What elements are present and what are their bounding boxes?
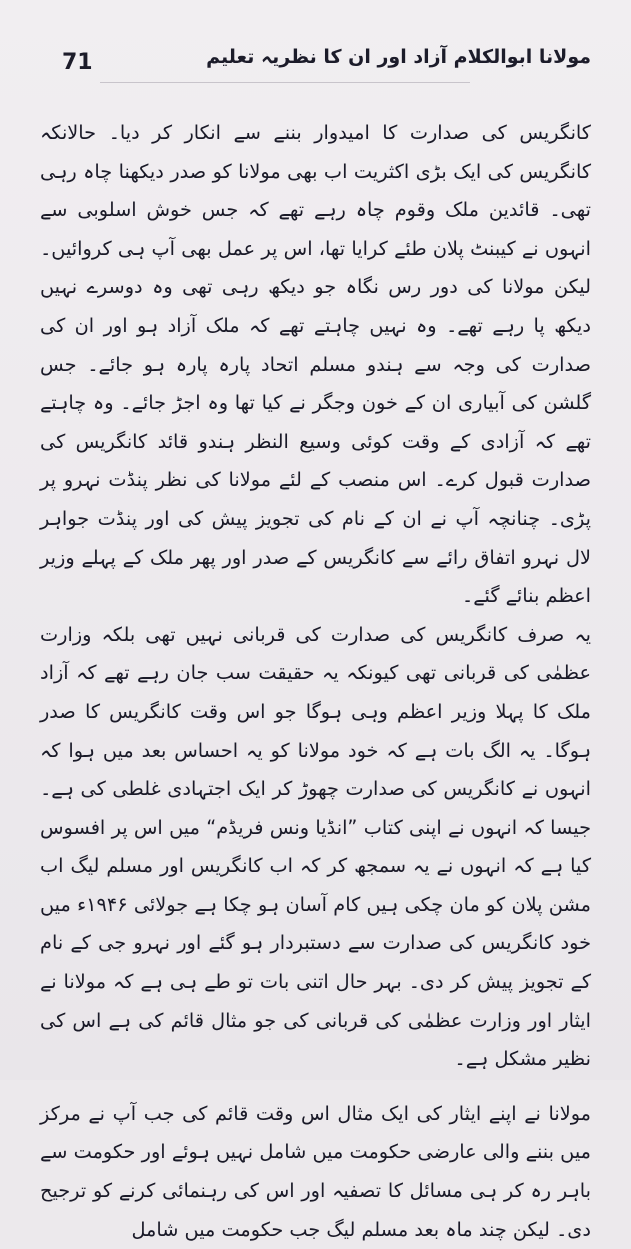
header-rule xyxy=(100,82,470,83)
paragraph-2: یہ صرف کانگریس کی صدارت کی قربانی نہیں تھی بلکہ وزارت عظمٰی کی قربانی تھی کیونکہ یہ حقیقت سب جان رہے تھے کہ آزاد ملک کا پہلا وزیر اعظم وہی ہوگا جو اس وقت کانگریس کا صدر ہوگا۔ یہ الگ بات ہے کہ خود مولانا کو یہ احساس بعد میں ہوا کہ انہوں نے کانگریس کی صدارت چھوڑ کر ایک اجتہادی غلطی کی ہے۔ جیسا کہ انہوں نے اپنی کتاب ”انڈیا ونس فریڈم“ میں اس پر افسوس کیا ہے کہ انہوں نے یہ سمجھ کر کہ اب کانگریس اور مسلم لیگ اب مشن پلان کو مان چکی ہیں کام آسان ہو چکا ہے جولائی ۱۹۴۶ء میں خود کانگریس کی صدارت سے دستبردار ہو گئے اور نہرو جی کے نام کے تجویز پیش کر دی۔ بہر حال اتنی بات تو طے ہی ہے کہ مولانا نے ایثار اور وزارت عظمٰی کی قربانی کی جو مثال قائم کی ہے اس کی نظیر مشکل ہے۔ xyxy=(40,622,591,1071)
body-text xyxy=(40,114,591,1249)
paragraph-3: مولانا نے اپنے ایثار کی ایک مثال اس وقت قائم کی جب آپ نے مرکز میں بننے والی عارضی حکومت میں شامل نہیں ہوئے اور حکومت سے باہر رہ کر ہی مسائل کا تصفیہ اور اس کی رہنمائی کرنے کو ترجیح دی۔ لیکن چند ماہ بعد مسلم لیگ جب حکومت میں شامل xyxy=(40,1101,591,1241)
paragraph-1: کانگریس کی صدارت کا امیدوار بننے سے انکار کر دیا۔ حالانکہ کانگریس کی ایک بڑی اکثریت اب بھی مولانا کو صدر دیکھنا چاہ رہی تھی۔ قائدین ملک وقوم چاہ رہے تھے کہ جس خوش اسلوبی سے انہوں نے کیبنٹ پلان طئے کرایا تھا، اس پر عمل بھی آپ ہی کروائیں۔ لیکن مولانا کی دور رس نگاہ جو دیکھ رہی تھی وہ دوسرے نہیں دیکھ پا رہے تھے۔ وہ نہیں چاہتے تھے کہ ملک آزاد ہو اور ان کی صدارت کی وجہ سے ہندو مسلم اتحاد پارہ پارہ ہو جائے۔ جس گلشن کی آبیاری ان کے خون وجگر نے کیا تھا وہ اجڑ جائے۔ وہ چاہتے تھے کہ آزادی کے وقت کوئی وسیع النظر ہندو قائد کانگریس کی صدارت قبول کرے۔ اس منصب کے لئے مولانا کی نظر پنڈت نہرو پر پڑی۔ چنانچہ آپ نے ان کے نام کی تجویز پیش کی اور پنڈت جواہر لال نہرو اتفاق رائے سے کانگریس کے صدر اور پھر ملک کے پہلے وزیر اعظم بنائے گئے۔ xyxy=(40,121,591,608)
page-header xyxy=(58,40,591,80)
running-title: مولانا ابوالکلام آزاد اور ان کا نظریہ تعلیم xyxy=(206,46,591,68)
page-number: 71 xyxy=(62,50,93,75)
